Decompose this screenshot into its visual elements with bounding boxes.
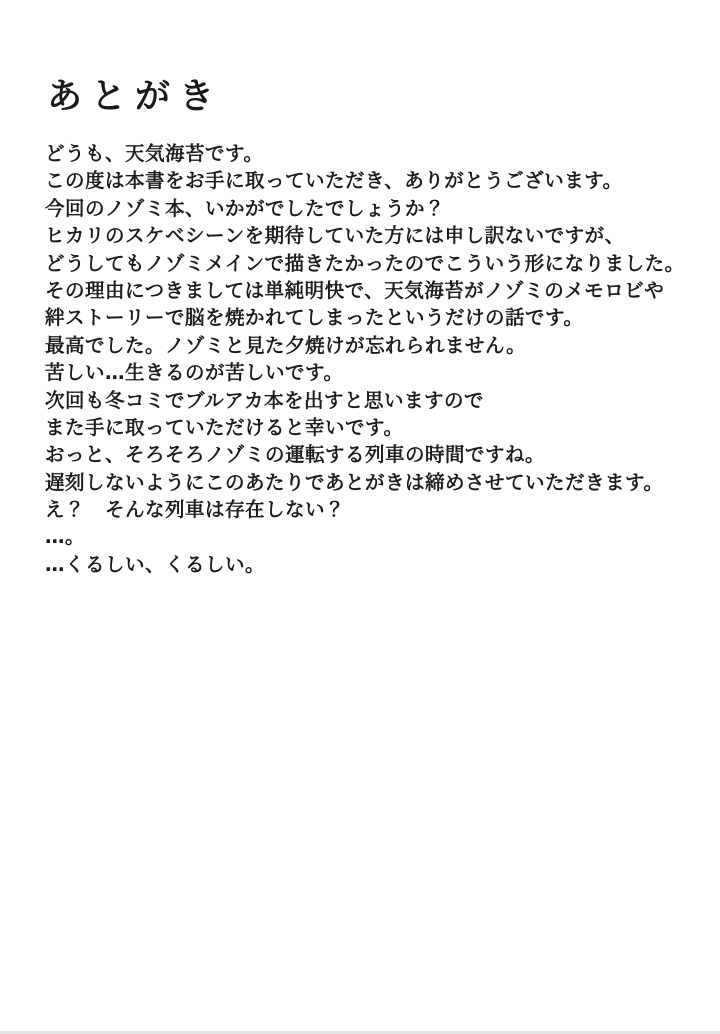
text-line: ヒカリのスケベシーンを期待していた方には申し訳ないですが、 bbox=[45, 224, 625, 248]
text-line: その理由につきましては単純明快で、天気海苔がノゾミのメモロビや bbox=[45, 278, 665, 302]
text-line: …。 bbox=[45, 525, 86, 549]
text-line: 絆ストーリーで脳を焼かれてしまったというだけの話です。 bbox=[45, 306, 584, 330]
text-line: 次回も冬コミでブルアカ本を出すと思いますので bbox=[45, 388, 485, 412]
text-line: どうも、天気海苔です。 bbox=[45, 142, 264, 165]
page-title: あとがき bbox=[47, 77, 224, 117]
afterword-text bbox=[45, 140, 700, 578]
text-line: おっと、そろそろノゾミの運転する列車の時間ですね。 bbox=[45, 443, 546, 467]
text-line: え？ そんな列車は存在しない？ bbox=[45, 498, 346, 522]
text-line: 苦しい…生きるのが苦しいです。 bbox=[45, 361, 344, 385]
text-line: この度は本書をお手に取っていただき、ありがとうございます。 bbox=[45, 169, 623, 193]
text-line: どうしてもノゾミメインで描きたかったのでこういう形になりました。 bbox=[45, 251, 685, 275]
text-line: 今回のノゾミ本、いかがでしたでしょうか？ bbox=[45, 196, 446, 220]
text-line: 遅刻しないようにこのあたりであとがきは締めさせていただきます。 bbox=[45, 470, 664, 494]
text-line: また手に取っていただけると幸いです。 bbox=[45, 415, 404, 439]
text-line: 最高でした。ノゾミと見た夕焼けが忘れられません。 bbox=[45, 333, 527, 357]
text-line: …くるしい、くるしい。 bbox=[45, 552, 266, 576]
